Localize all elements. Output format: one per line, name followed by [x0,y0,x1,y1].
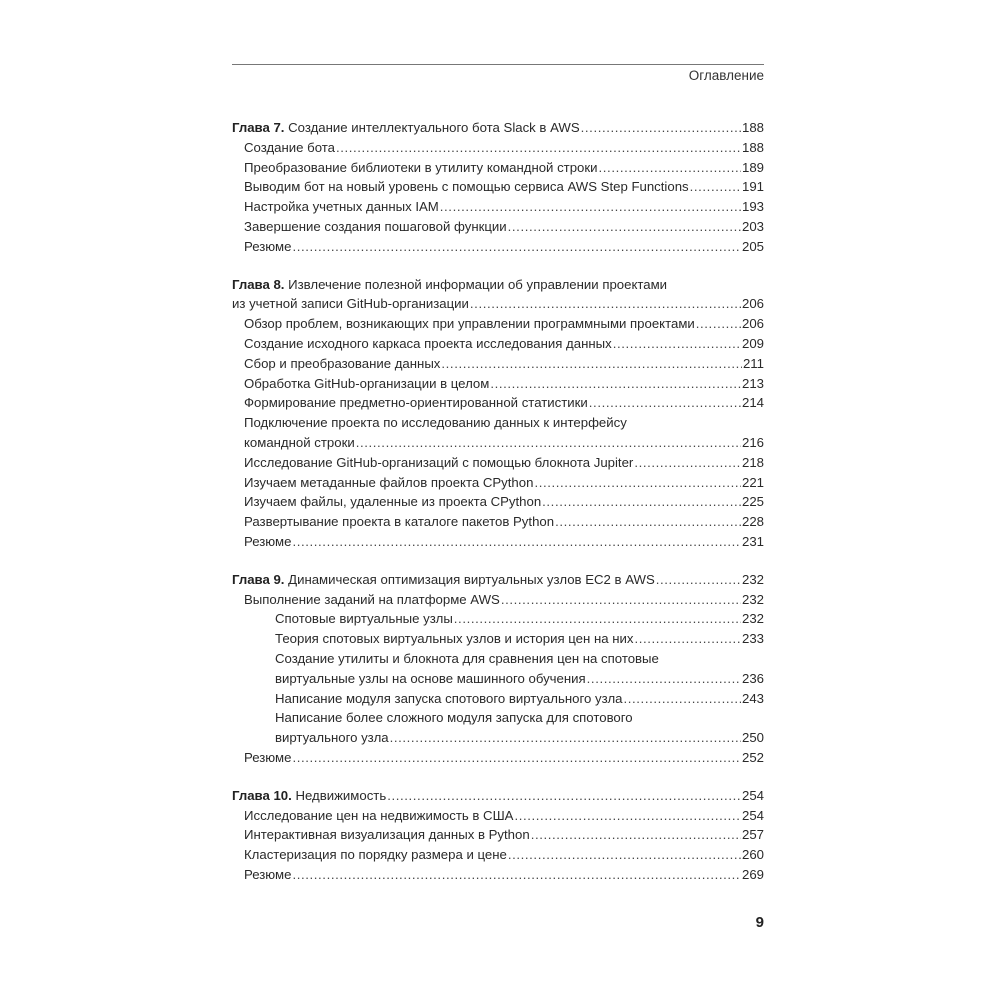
toc-entry[interactable] [232,354,764,374]
dot-leader [624,689,741,709]
entry-page: 252 [741,749,764,765]
dot-leader [292,865,741,885]
dot-leader [696,314,741,334]
entry-page: 191 [741,179,764,195]
dot-leader [613,334,741,354]
chapter-label: Глава 8. [232,276,285,292]
entry-page: 221 [741,474,764,490]
chapter-block [232,118,764,257]
entry-title [244,845,507,865]
dot-leader [634,453,741,473]
chapter-label: Глава 9. [232,571,285,587]
entry-page: 243 [741,690,764,706]
dot-leader [587,669,741,689]
entry-page: 188 [741,120,764,135]
entry-title [244,393,588,413]
chapter-heading[interactable] [232,786,764,806]
chapter-block [232,570,764,768]
toc-entry[interactable] [232,806,764,826]
toc-entry[interactable] [232,237,764,257]
toc-entry-line [232,708,764,728]
toc-entry[interactable] [232,689,764,709]
toc-entry[interactable] [232,374,764,394]
entry-page: 189 [741,159,764,175]
toc-entry[interactable] [232,728,764,748]
entry-title [244,473,533,493]
entry-title [244,492,541,512]
entry-title [232,570,655,590]
toc-entry[interactable] [232,512,764,532]
entry-title-text: Создание исходного каркаса проекта исследования данных [244,335,612,351]
chapter-heading[interactable] [232,118,764,138]
entry-title-text: Преобразование библиотеки в утилиту командной строки [244,159,598,175]
entry-title [244,433,355,453]
toc-entry[interactable] [232,334,764,354]
toc-entry[interactable] [232,825,764,845]
entry-page: 211 [742,355,764,371]
dot-leader [292,237,741,257]
toc-entry[interactable] [232,473,764,493]
entry-title-text: Исследование цен на недвижимость в США [244,807,514,823]
entry-title-text: Резюме [244,238,292,254]
entry-page: 206 [741,316,764,332]
entry-title-text: виртуальные узлы на основе машинного обучения [275,670,586,686]
entry-title-text: Написание модуля запуска спотового виртуального узла [275,690,623,706]
page-number: 9 [755,914,764,931]
chapter-label: Глава 7. [232,120,285,135]
entry-page: 228 [741,514,764,530]
entry-title-text: Исследование GitHub-организаций с помощью блокнота Jupiter [244,454,634,470]
entry-title [244,532,291,552]
entry-title-text: Спотовые виртуальные узлы [275,611,453,627]
entry-title [244,177,689,197]
table-of-contents [232,118,764,903]
chapter-heading[interactable] [232,294,764,314]
entry-page: 231 [741,533,764,549]
entry-title [244,512,554,532]
entry-title-text: Создание интеллектуального бота Slack в AWS [288,120,580,135]
entry-title [275,629,633,649]
dot-leader [508,217,741,237]
entry-page: 232 [741,611,764,627]
dot-leader [599,158,741,178]
entry-title [275,669,586,689]
toc-entry[interactable] [232,217,764,237]
dot-leader [531,825,741,845]
entry-title [244,806,513,826]
toc-entry[interactable] [232,393,764,413]
entry-title-text: виртуального узла [275,730,389,746]
entry-page: 254 [741,807,764,823]
entry-title-text: Недвижимость [295,787,387,803]
entry-title-text: Резюме [244,749,292,765]
entry-page: 188 [741,139,764,155]
dot-leader [454,609,741,629]
entry-title-text: Выполнение заданий на платформе AWS [244,591,500,607]
dot-leader [634,629,741,649]
dot-leader [336,138,741,158]
entry-title [232,118,580,138]
dot-leader [555,512,741,532]
entry-page: 225 [741,494,764,510]
entry-title-text: Создание бота [244,139,335,155]
dot-leader [441,354,742,374]
entry-page: 232 [741,591,764,607]
entry-title [244,748,291,768]
entry-page: 209 [741,335,764,351]
entry-title [244,354,440,374]
entry-title-text: Выводим бот на новый уровень с помощью сервиса AWS Step Functions [244,179,689,195]
toc-entry[interactable] [232,590,764,610]
entry-title [232,294,469,314]
entry-title-text: Кластеризация по порядку размера и цене [244,847,507,863]
entry-title-text: командной строки [244,434,355,450]
dot-leader [292,748,741,768]
toc-entry[interactable] [232,865,764,885]
dot-leader [581,118,741,138]
entry-page: 269 [741,866,764,882]
entry-page: 203 [741,218,764,234]
dot-leader [542,492,741,512]
entry-title-text: из учетной записи GitHub-организации [232,296,469,312]
entry-page: 193 [741,199,764,215]
entry-title [244,865,291,885]
toc-entry[interactable] [232,453,764,473]
entry-title [244,453,633,473]
chapter-heading[interactable] [232,570,764,590]
toc-entry[interactable] [232,158,764,178]
entry-title-text: Развертывание проекта в каталоге пакетов Python [244,514,555,530]
entry-title-text: Динамическая оптимизация виртуальных узлов EC2 в AWS [288,571,655,587]
toc-entry[interactable] [232,609,764,629]
entry-title-text: Обработка GitHub-организации в целом [244,375,490,391]
entry-title [244,217,507,237]
dot-leader [490,374,741,394]
dot-leader [470,294,741,314]
entry-title [244,590,500,610]
toc-entry[interactable] [232,532,764,552]
entry-title-text: Завершение создания пошаговой функции [244,218,507,234]
entry-title [244,374,489,394]
entry-title-text: Подключение проекта по исследованию данных к интерфейсу [244,415,627,431]
toc-entry-line [232,649,764,669]
toc-entry-line [232,413,764,433]
entry-page: 236 [741,670,764,686]
dot-leader [514,806,741,826]
entry-page: 254 [741,787,764,803]
dot-leader [292,532,741,552]
toc-entry[interactable] [232,197,764,217]
entry-page: 218 [741,454,764,470]
entry-title [244,237,291,257]
toc-entry[interactable] [232,177,764,197]
toc-entry[interactable] [232,492,764,512]
entry-page: 260 [741,847,764,863]
entry-title [275,728,389,748]
entry-title [244,825,530,845]
entry-title [244,158,598,178]
dot-leader [656,570,741,590]
entry-page: 214 [741,395,764,411]
chapter-heading-line [232,275,764,295]
entry-title [232,786,386,806]
entry-title-text: Формирование предметно-ориентированной статистики [244,395,588,411]
dot-leader [390,728,741,748]
toc-entry[interactable] [232,433,764,453]
entry-title-text: Создание утилиты и блокнота для сравнения цен на спотовые [275,650,659,666]
dot-leader [534,473,741,493]
toc-entry[interactable] [232,138,764,158]
entry-page: 233 [741,631,764,647]
dot-leader [508,845,741,865]
entry-title-text: Интерактивная визуализация данных в Python [244,827,530,843]
entry-title [275,609,453,629]
chapter-block [232,786,764,885]
dot-leader [501,590,741,610]
entry-title [244,334,612,354]
entry-page: 250 [741,730,764,746]
entry-title-text: Настройка учетных данных IAM [244,199,439,215]
header-rule [232,64,764,65]
entry-title-text: Резюме [244,866,292,882]
entry-title-text: Резюме [244,533,292,549]
entry-title-text: Обзор проблем, возникающих при управлении программными проектами [244,316,695,332]
entry-page: 205 [741,238,764,254]
entry-title [244,138,335,158]
dot-leader [440,197,741,217]
dot-leader [589,393,741,413]
entry-page: 257 [741,827,764,843]
toc-entry[interactable] [232,845,764,865]
entry-title [244,197,439,217]
running-title: Оглавление [688,68,764,83]
toc-entry[interactable] [232,669,764,689]
chapter-block [232,275,764,552]
dot-leader [690,177,741,197]
toc-entry[interactable] [232,314,764,334]
entry-page: 216 [741,434,764,450]
entry-title-text: Изучаем файлы, удаленные из проекта CPython [244,494,542,510]
entry-title-text: Сбор и преобразование данных [244,355,441,371]
toc-entry[interactable] [232,629,764,649]
entry-title-text: Написание более сложного модуля запуска для спотового [275,710,633,726]
entry-title-text: Извлечение полезной информации об управлении проектами [288,276,668,292]
entry-page: 213 [741,375,764,391]
entry-title-text: Теория спотовых виртуальных узлов и история цен на них [275,631,634,647]
entry-page: 232 [741,571,764,587]
entry-title-text: Изучаем метаданные файлов проекта CPython [244,474,534,490]
entry-title [244,314,695,334]
toc-entry[interactable] [232,748,764,768]
dot-leader [356,433,741,453]
entry-title [275,689,623,709]
entry-page: 206 [741,296,764,312]
dot-leader [387,786,741,806]
chapter-label: Глава 10. [232,787,292,803]
